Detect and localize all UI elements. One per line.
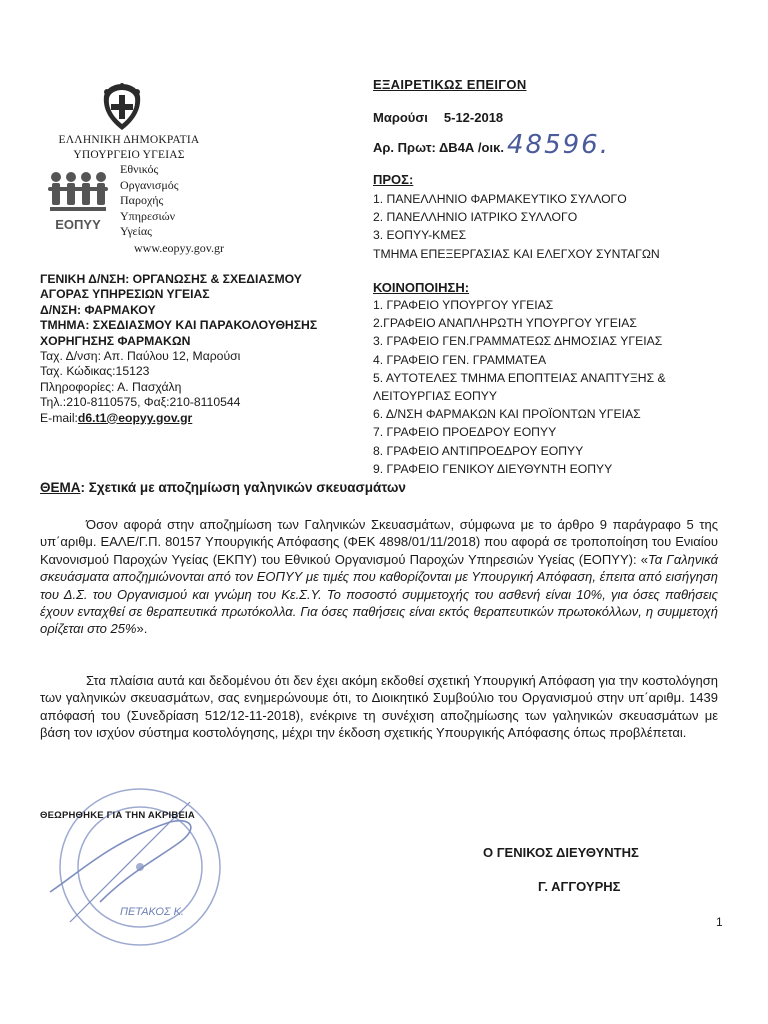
org-name [120,162,179,240]
official-stamp [40,782,240,952]
page-number: 1 [716,915,723,929]
dept-line-3: Δ/ΝΣΗ: ΦΑΡΜΑΚΟΥ [40,302,156,317]
cc-item: 5. ΑΥΤΟΤΕΛΕΣ ΤΜΗΜΑ ΕΠΟΠΤΕΙΑΣ ΑΝΑΠΤΥΞΗΣ & [373,370,666,385]
dept-line-4: ΤΜΗΜΑ: ΣΧΕΔΙΑΣΜΟΥ ΚΑΙ ΠΑΡΑΚΟΛΟΥΘΗΣΗΣ [40,318,318,333]
contact-person: Πληροφορίες: Α. Πασχάλη [40,379,182,394]
para1-quote: Τα Γαληνικά σκευάσματα αποζημιώνονται από τον ΕΟΠΥΥ με τιμές που καθορίζονται με Υπουργική Απόφαση, έπειτα από εισήγηση του Δ.Σ. του Οργανισμού και γνώμη του Κε.Σ.Υ. Το ποσοστό συμμετοχής του ασθενή είναι 10%, για όσες παθήσεις έχουν ενταχθεί σε θεραπευτικά πρωτόκολλα. Για όσες παθήσεις είναι εκτός θεραπευτικών πρωτοκόλλων, η συμμετοχή ορίζεται στο 25% [40,551,718,637]
recipients-list [373,190,660,263]
place: Μαρούσι [373,110,428,125]
cc-item: 9. ΓΡΑΦΕΙΟ ΓΕΝΙΚΟΥ ΔΙΕΥΘΥΝΤΗ ΕΟΠΥΥ [373,461,613,476]
cc-list [373,296,753,478]
email-label: E-mail: [40,410,78,425]
dept-line-2: ΑΓΟΡΑΣ ΥΠΗΡΕΣΙΩΝ ΥΓΕΙΑΣ [40,287,210,302]
body-paragraph-1 [40,516,718,638]
para2-text: Στα πλαίσια αυτά και δεδομένου ότι δεν έχει ακόμη εκδοθεί σχετική Υπουργική Απόφαση για την κοστολόγηση των γαληνικών σκευασμάτων, σας ενημερώνουμε ότι, το Διοικητικό Συμβούλιο του Οργανισμού στην υπ΄αριθμ. 1439 απόφασή του (Συνεδρίαση 512/12-11-2018), ενέκρινε τη συνέχιση αποζημίωσης των γαληνικών σκευασμάτων με βάση τον ισχύον σύστημα κοστολόγησης, μέχρι την έκδοση σχετικής Υπουργικής Απόφασης όπως προβλέπεται. [40,673,718,741]
certified-note: ΘΕΩΡΗΘΗΚΕ ΓΙΑ ΤΗΝ ΑΚΡΙΒΕΙΑ [40,810,195,821]
body-paragraph-2 [40,672,718,742]
email-link[interactable]: d6.t1@eopyy.gov.gr [77,410,193,425]
department-info [40,272,360,426]
org-line-2: Οργανισμός [120,177,179,192]
org-line-5: Υγείας [120,224,152,239]
org-line-1: Εθνικός [120,162,159,176]
cc-item: 6. Δ/ΝΣΗ ΦΑΡΜΑΚΩΝ ΚΑΙ ΠΡΟΪΟΝΤΩΝ ΥΓΕΙΑΣ [373,407,641,422]
dept-line-1: ΓΕΝΙΚΗ Δ/ΝΣΗ: ΟΡΓΑΝΩΣΗΣ & ΣΧΕΔΙΑΣΜΟΥ [40,272,302,286]
eopyy-logo [46,167,110,235]
stamp-name: ΠΕΤΑΚΟΣ Κ. [120,906,184,918]
para1-text: Όσον αφορά στην αποζημίωση των Γαληνικών Σκευασμάτων, σύμφωνα με το άρθρο 9 παράγραφο 5 της υπ΄αριθμ. ΕΑΛΕ/Γ.Π. 80157 Υπουργικής Απόφασης (ΦΕΚ 4898/01/11/2018) που αφορά σε τροποποίηση του Ενιαίου Κανονισμού Παροχών Υγείας (ΕΚΠΥ) του Εθνικού Οργανισμού Παροχών Υπηρεσιών Υγείας (ΕΟΠΥΥ): « [40,517,718,567]
date: 5-12-2018 [443,110,504,125]
protocol-number-label: Αρ. Πρωτ: ΔΒ4Α /οικ. [373,140,504,155]
cc-item: 2.ΓΡΑΦΕΙΟ ΑΝΑΠΛΗΡΩΤΗ ΥΠΟΥΡΓΟΥ ΥΓΕΙΑΣ [373,316,637,331]
postcode: Ταχ. Κώδικας:15123 [40,364,150,379]
address: Ταχ. Δ/νση: Απ. Παύλου 12, Μαρούσι [40,349,241,364]
email-line [40,411,360,426]
cc-item: 3. ΓΡΑΦΕΙΟ ΓΕΝ.ΓΡΑΜΜΑΤΕΩΣ ΔΗΜΟΣΙΑΣ ΥΓΕΙΑΣ [373,334,663,349]
recipients-title: ΠΡΟΣ: [373,172,414,187]
para1-end: ». [136,621,148,637]
recipient-item: ΤΜΗΜΑ ΕΠΕΞΕΡΓΑΣΙΑΣ ΚΑΙ ΕΛΕΓΧΟΥ ΣΥΝΤΑΓΩΝ [373,246,660,261]
cc-item: 4. ΓΡΑΦΕΙΟ ΓΕΝ. ΓΡΑΜΜΑΤΕΑ [373,352,547,367]
subject-label: ΘΕΜΑ [40,480,81,495]
recipient-item: 2. ΠΑΝΕΛΛΗΝΙΟ ΙΑΤΡΙΚΟ ΣΥΛΛΟΓΟ [373,210,578,225]
cc-item: ΛΕΙΤΟΥΡΓΙΑΣ ΕΟΠΥΥ [373,389,498,404]
subject-line [40,480,406,495]
cc-item: 8. ΓΡΑΦΕΙΟ ΑΝΤΙΠΡΟΕΔΡΟΥ ΕΟΠΥΥ [373,443,584,458]
gov-line-1: ΕΛΛΗΝΙΚΗ ΔΗΜΟΚΡΑΤΙΑ [58,134,200,146]
government-name [40,133,218,163]
org-line-3: Παροχής [120,193,164,208]
logo-text: ΕΟΠΥΥ [55,217,101,232]
cc-item: 7. ΓΡΑΦΕΙΟ ΠΡΟΕΔΡΟΥ ΕΟΠΥΥ [373,425,557,440]
coat-of-arms-emblem [100,82,144,132]
phone-fax: Τηλ.:210-8110575, Φαξ:210-8110544 [40,395,241,410]
website-url[interactable]: www.eopyy.gov.gr [134,241,224,255]
signatory-title: Ο ΓΕΝΙΚΟΣ ΔΙΕΥΘΥΝΤΗΣ [483,845,639,860]
signatory-name: Γ. ΑΓΓΟΥΡΗΣ [538,879,621,894]
org-line-4: Υπηρεσιών [120,208,176,223]
gov-line-2: ΥΠΟΥΡΓΕΙΟ ΥΓΕΙΑΣ [73,149,185,161]
cc-item: 1. ΓΡΑΦΕΙΟ ΥΠΟΥΡΓΟΥ ΥΓΕΙΑΣ [373,298,554,312]
urgent-label: ΕΞΑΙΡΕΤΙΚΩΣ ΕΠΕΙΓΟΝ [373,77,527,92]
cc-title: ΚΟΙΝΟΠΟΙΗΣΗ: [373,280,470,295]
recipient-item: 3. ΕΟΠΥΥ-ΚΜΕΣ [373,228,467,243]
subject-text: : Σχετικά με αποζημίωση γαληνικών σκευασμάτων [80,480,406,495]
date-line [373,110,503,125]
protocol-number-handwritten: 48596. [507,130,610,160]
recipient-item: 1. ΠΑΝΕΛΛΗΝΙΟ ΦΑΡΜΑΚΕΥΤΙΚΟ ΣΥΛΛΟΓΟ [373,192,627,206]
dept-line-5: ΧΟΡΗΓΗΣΗΣ ΦΑΡΜΑΚΩΝ [40,333,191,348]
